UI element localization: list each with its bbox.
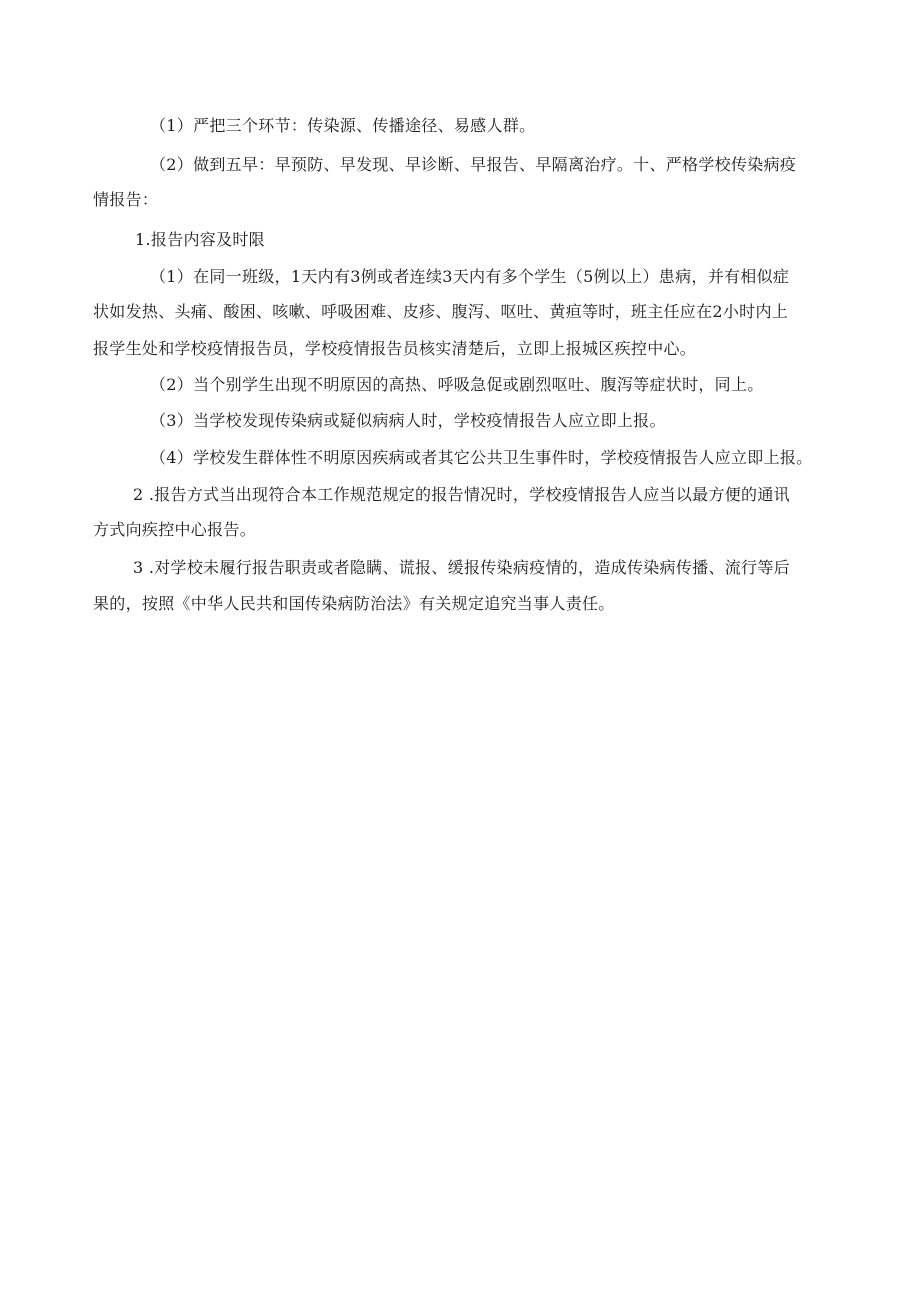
- paragraph-line: （2）当个别学生出现不明原因的高热、呼吸急促或剧烈呕吐、腹泻等症状时，同上。: [150, 375, 764, 394]
- paragraph-line: 果的，按照《中华人民共和国传染病防治法》有关规定追究当事人责任。: [93, 594, 615, 613]
- paragraph-line: （3）当学校发现传染病或疑似病病人时，学校疫情报告人应立即上报。: [150, 411, 666, 430]
- section-heading: 1.报告内容及时限: [135, 230, 265, 249]
- paragraph-line: （1）严把三个环节：传染源、传播途径、易感人群。: [150, 116, 536, 135]
- paragraph-line: （1）在同一班级，1天内有3例或者连续3天内有多个学生（5例以上）患病，并有相似症: [150, 267, 790, 286]
- paragraph-line: 2 .报告方式当出现符合本工作规范规定的报告情况时，学校疫情报告人应当以最方便的通讯: [133, 485, 790, 504]
- paragraph-line: 报学生处和学校疫情报告员，学校疫情报告员核实清楚后，立即上报城区疾控中心。: [93, 339, 697, 358]
- paragraph-line: （2）做到五早：早预防、早发现、早诊断、早报告、早隔离治疗。十、严格学校传染病疫: [150, 155, 797, 174]
- paragraph-line: （4）学校发生群体性不明原因疾病或者其它公共卫生事件时，学校疫情报告人应立即上报。: [150, 448, 813, 467]
- paragraph-line: 状如发热、头痛、酸困、咳嗽、呼吸困难、皮疹、腹泻、呕吐、黄疸等时，班主任应在2小时内上: [93, 302, 789, 321]
- paragraph-line: 方式向疾控中心报告。: [93, 520, 257, 539]
- paragraph-line: 3 .对学校未履行报告职责或者隐瞒、谎报、缓报传染病疫情的，造成传染病传播、流行等后: [133, 558, 790, 577]
- paragraph-line: 情报告：: [93, 190, 159, 209]
